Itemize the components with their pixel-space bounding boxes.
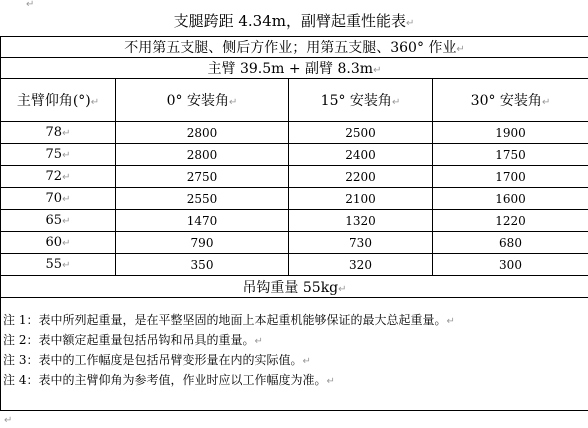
paragraph-mark: ↵ [406,18,415,29]
load-cell-0: 350 [116,254,289,276]
paragraph-mark: ↵ [326,376,335,387]
boom-angle-cell: 70↵ [1,188,116,210]
load-cell-30: 1220 [433,210,588,232]
load-cell-0: 1470 [116,210,289,232]
boom-configuration-header: 主臂 39.5m + 副臂 8.3m↵ [1,58,588,79]
load-cell-30: 1750 [433,144,588,166]
paragraph-mark: ↵ [62,128,71,139]
paragraph-mark: ↵ [62,216,71,227]
load-cell-15: 2400 [289,144,433,166]
table-row [1,166,588,188]
col-header-offset-30: 30° 安装角↵ [433,79,588,122]
load-cell-30: 680 [433,232,588,254]
table-row [1,210,588,232]
boom-angle-cell: 55↵ [1,254,116,276]
boom-angle-cell: 75↵ [1,144,116,166]
hook-weight: 吊钩重量 55kg↵ [1,276,588,298]
paragraph-mark: ↵ [373,65,382,76]
paragraph-mark: ↵ [62,150,71,161]
note-1: 注 1：表中所列起重量，是在平整坚固的地面上本起重机能够保证的最大总起重量。↵ [3,313,455,327]
load-cell-30: 1900 [433,122,588,144]
boom-angle-cell: 60↵ [1,232,116,254]
operation-mode-header: 不用第五支腿、侧后方作业；用第五支腿、360° 作业↵ [1,37,588,58]
load-cell-15: 2500 [289,122,433,144]
table-row [1,232,588,254]
load-cell-0: 790 [116,232,289,254]
page-title: 支腿跨距 4.34m，副臂起重性能表↵ [173,12,415,30]
col-header-offset-0: 0° 安装角↵ [116,79,289,122]
crane-load-chart-table [0,36,588,411]
load-cell-30: 300 [433,254,588,276]
paragraph-mark: ↵ [26,0,35,10]
paragraph-mark: ↵ [228,97,238,108]
boom-angle-cell: 72↵ [1,166,116,188]
load-cell-0: 2800 [116,122,289,144]
paragraph-mark: ↵ [90,97,100,108]
notes-block [1,298,588,411]
col-header-boom-angle: 主臂仰角(°)↵ [1,79,116,122]
note-4: 注 4：表中的主臂仰角为参考值，作业时应以工作幅度为准。↵ [3,373,335,387]
table-row [1,254,588,276]
paragraph-mark: ↵ [4,415,13,426]
load-cell-15: 320 [289,254,433,276]
paragraph-mark: ↵ [62,172,71,183]
load-cell-0: 2750 [116,166,289,188]
load-cell-15: 2200 [289,166,433,188]
table-row [1,144,588,166]
load-cell-15: 1320 [289,210,433,232]
paragraph-mark: ↵ [391,97,401,108]
load-cell-0: 2550 [116,188,289,210]
paragraph-mark: ↵ [302,356,311,367]
paragraph-mark: ↵ [446,316,455,327]
load-cell-0: 2800 [116,144,289,166]
paragraph-mark: ↵ [338,283,347,295]
paragraph-mark: ↵ [541,97,551,108]
paragraph-mark: ↵ [62,194,71,205]
paragraph-mark: ↵ [62,238,71,249]
note-3: 注 3：表中的工作幅度是包括吊臂变形量在内的实际值。↵ [3,353,311,367]
col-header-offset-15: 15° 安装角↵ [289,79,433,122]
boom-angle-cell: 78↵ [1,122,116,144]
paragraph-mark: ↵ [254,336,263,347]
load-cell-15: 2100 [289,188,433,210]
boom-angle-cell: 65↵ [1,210,116,232]
note-2: 注 2：表中额定起重量包括吊钩和吊具的重量。↵ [3,333,263,347]
load-cell-30: 1700 [433,166,588,188]
paragraph-mark: ↵ [456,44,465,55]
paragraph-mark: ↵ [62,260,71,271]
table-row [1,122,588,144]
load-cell-30: 1600 [433,188,588,210]
table-row [1,188,588,210]
load-cell-15: 730 [289,232,433,254]
